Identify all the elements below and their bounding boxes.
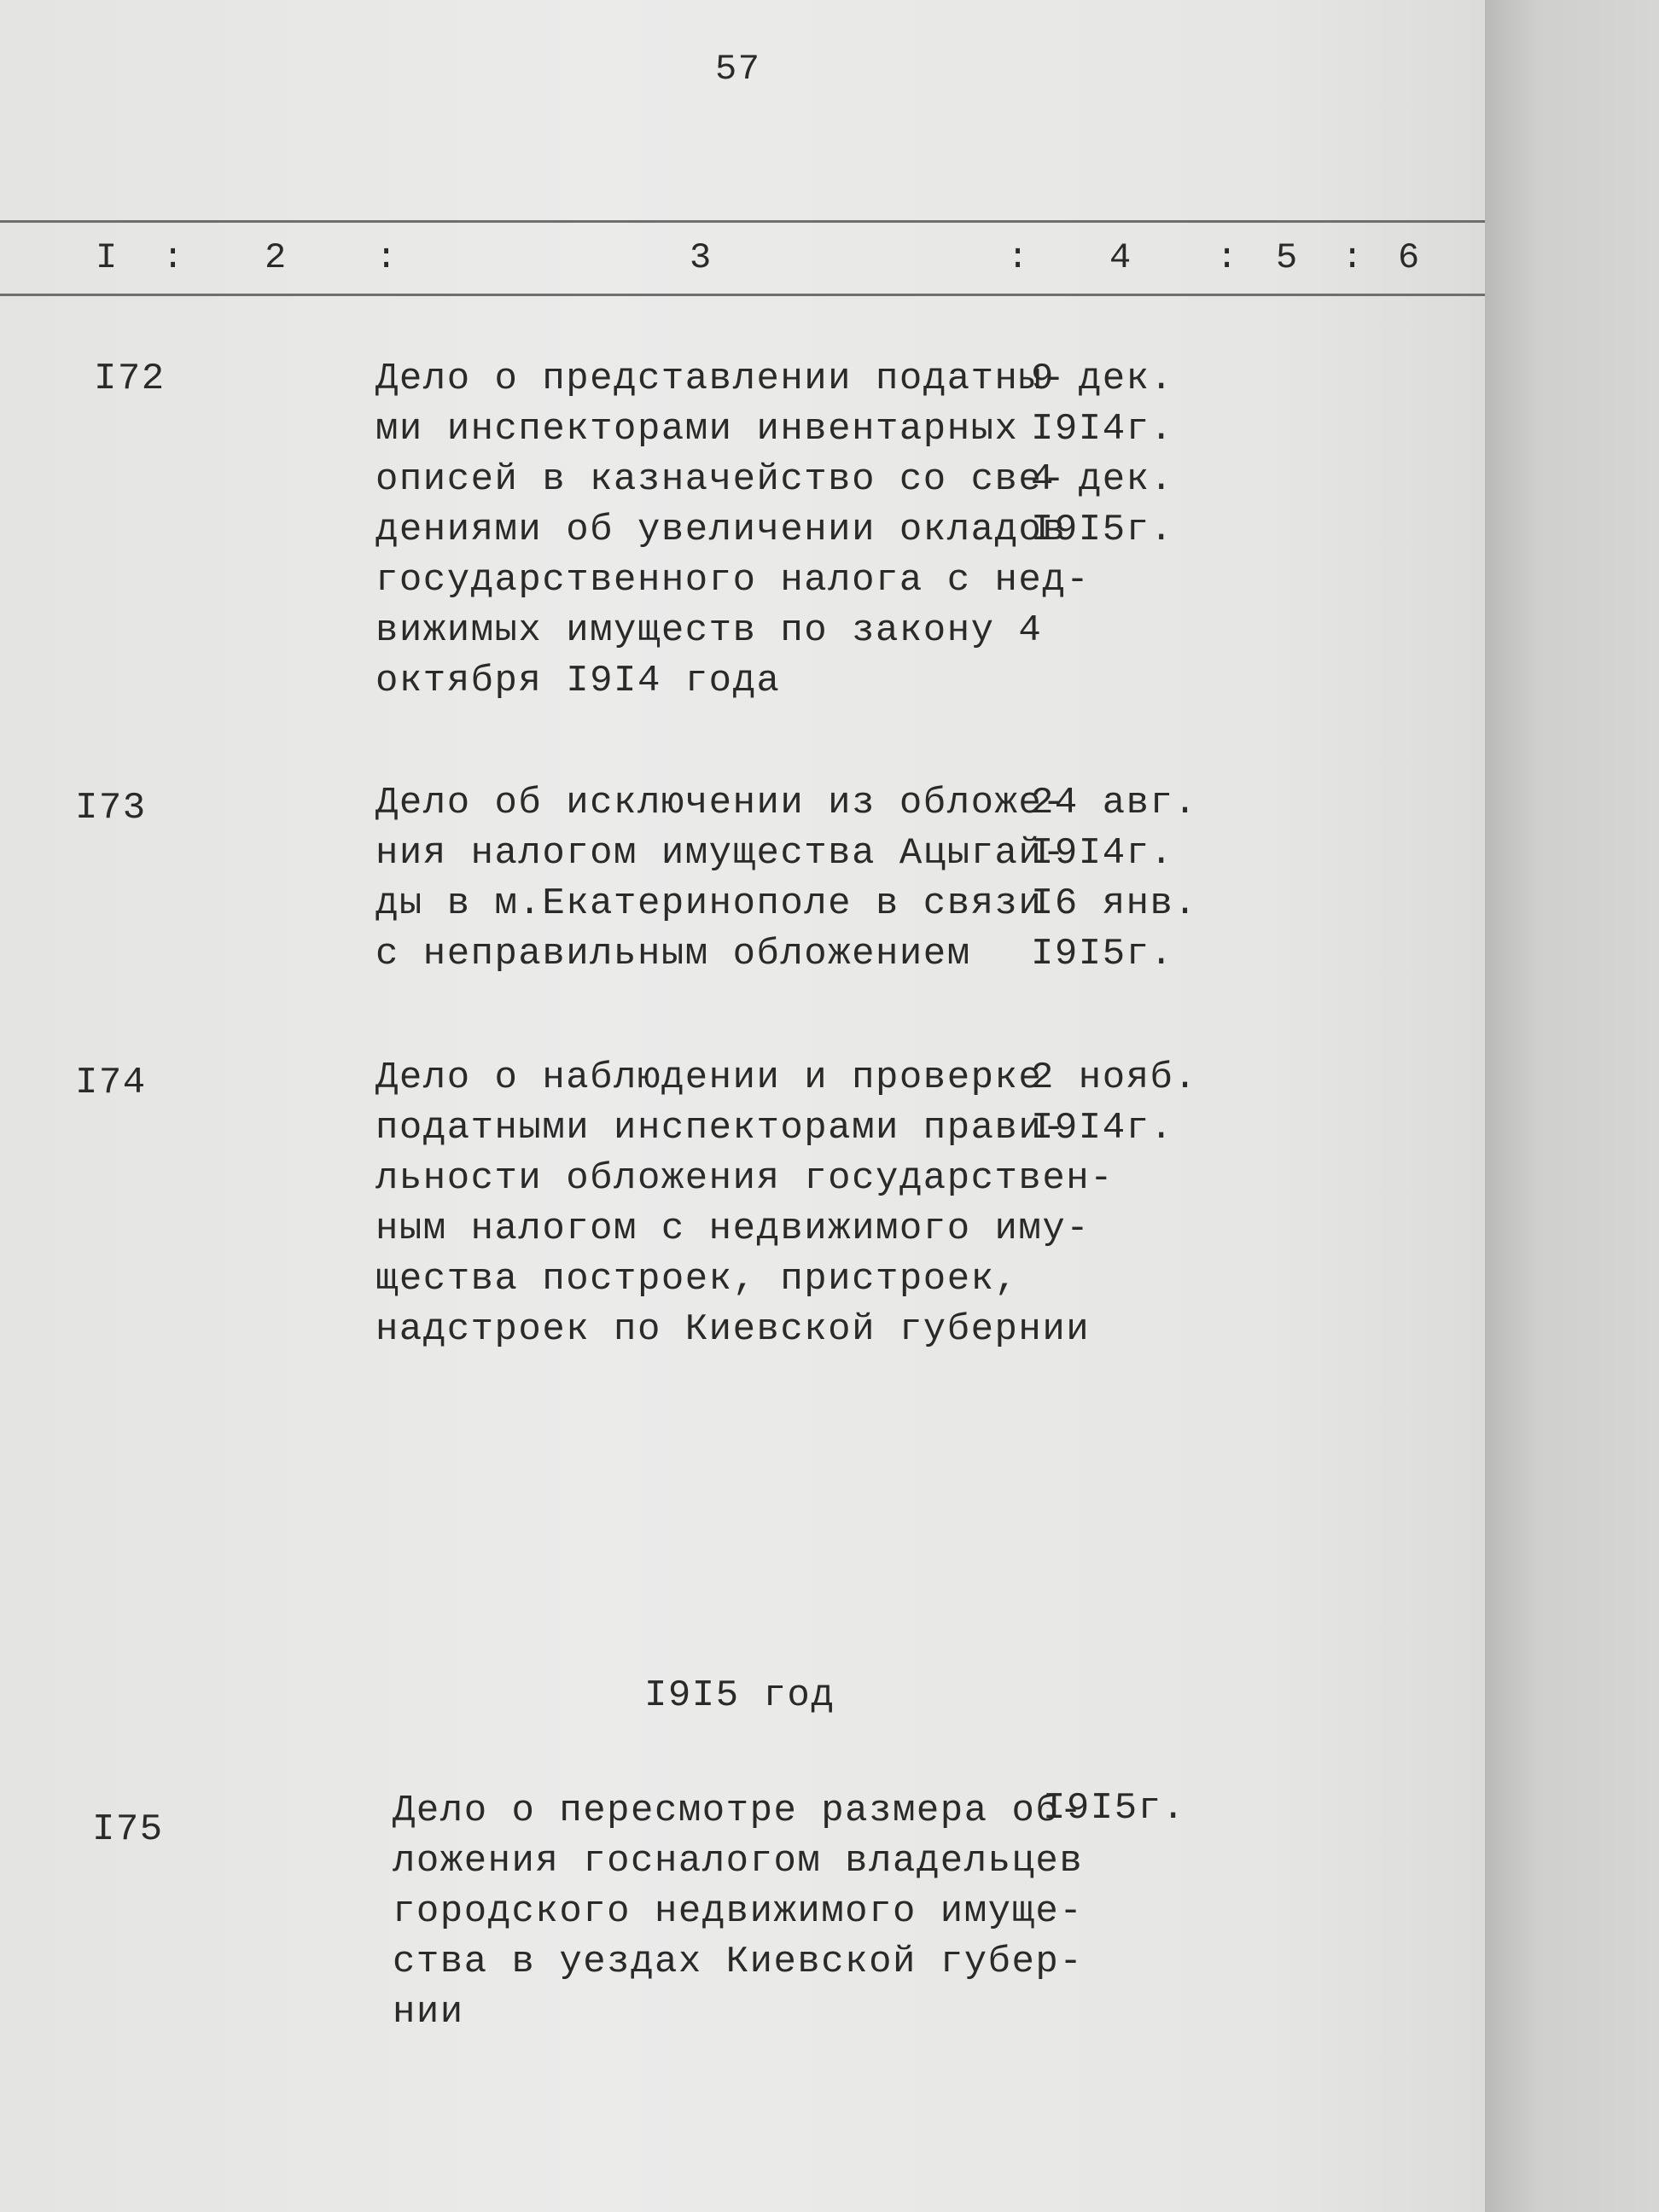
entry-description-line: с неправильным обложением [375, 933, 971, 975]
header-col-6: 6 [1398, 237, 1420, 278]
page-number: 57 [715, 49, 761, 90]
entry-description-line: ным налогом с недвижимого иму- [375, 1208, 1091, 1250]
entry-description-line: нии [393, 1991, 464, 2034]
entry-description-line: государственного налога с нед- [375, 559, 1091, 602]
entry-date: I9I4г. [1031, 408, 1174, 451]
header-separator: : [1342, 237, 1364, 278]
entry-description-line: льности обложения государствен- [375, 1157, 1115, 1200]
header-separator: : [162, 237, 184, 278]
entry-number: I73 [75, 787, 147, 830]
entry-description-line: надстроек по Киевской губернии [375, 1308, 1091, 1351]
entry-date: 24 авг. [1031, 782, 1198, 824]
header-col-1: I [96, 237, 118, 278]
header-separator: : [375, 237, 398, 278]
entry-description-line: городского недвижимого имуще- [393, 1890, 1084, 1933]
entry-description-line: октября I9I4 года [375, 660, 781, 702]
entry-description-line: Дело об исключении из обложе- [375, 782, 1067, 824]
entry-description-line: податными инспекторами прави- [375, 1107, 1067, 1150]
entry-date: I6 янв. [1031, 882, 1198, 925]
entry-description-line: Дело о наблюдении и проверке [375, 1057, 1043, 1099]
header-separator: : [1007, 237, 1029, 278]
header-col-2: 2 [265, 237, 287, 278]
year-heading: I9I5 год [644, 1674, 835, 1717]
entry-description-line: щества построек, пристроек, [375, 1258, 1019, 1301]
header-col-4: 4 [1109, 237, 1132, 278]
entry-date: I9I5г. [1031, 509, 1174, 551]
table-header-top-rule [0, 220, 1489, 223]
header-separator: : [1216, 237, 1238, 278]
page-edge-shadow [1485, 0, 1659, 2212]
entry-description-line: Дело о представлении податны- [375, 358, 1067, 400]
entry-date: 9 дек. [1031, 358, 1174, 400]
table-header-bottom-rule [0, 294, 1489, 296]
entry-number: I72 [94, 358, 166, 400]
header-col-3: 3 [690, 237, 712, 278]
entry-number: I75 [92, 1808, 164, 1851]
entry-description-line: ния налогом имущества Ацыгай- [375, 832, 1067, 875]
entry-description-line: описей в казначейство со све- [375, 458, 1067, 501]
entry-description-line: ложения госналогом владельцев [393, 1840, 1084, 1883]
entry-description-line: ми инспекторами инвентарных [375, 408, 1019, 451]
entry-date: I9I5г. [1031, 933, 1174, 975]
entry-description-line: Дело о пересмотре размера об- [393, 1790, 1084, 1832]
entry-date: I9I4г. [1031, 1107, 1174, 1150]
header-col-5: 5 [1276, 237, 1298, 278]
entry-description-line: ства в уездах Киевской губер- [393, 1941, 1084, 1983]
entry-date: 2 нояб. [1031, 1057, 1198, 1099]
entry-description-line: вижимых имуществ по закону 4 [375, 609, 1043, 652]
entry-date: 4 дек. [1031, 458, 1174, 501]
entry-number: I74 [75, 1062, 147, 1104]
entry-date: I9I4г. [1031, 832, 1174, 875]
entry-description-line: дениями об увеличении окладов [375, 509, 1067, 551]
entry-description-line: ды в м.Екатеринополе в связи [375, 882, 1043, 925]
entry-date: I9I5г. [1043, 1787, 1186, 1830]
